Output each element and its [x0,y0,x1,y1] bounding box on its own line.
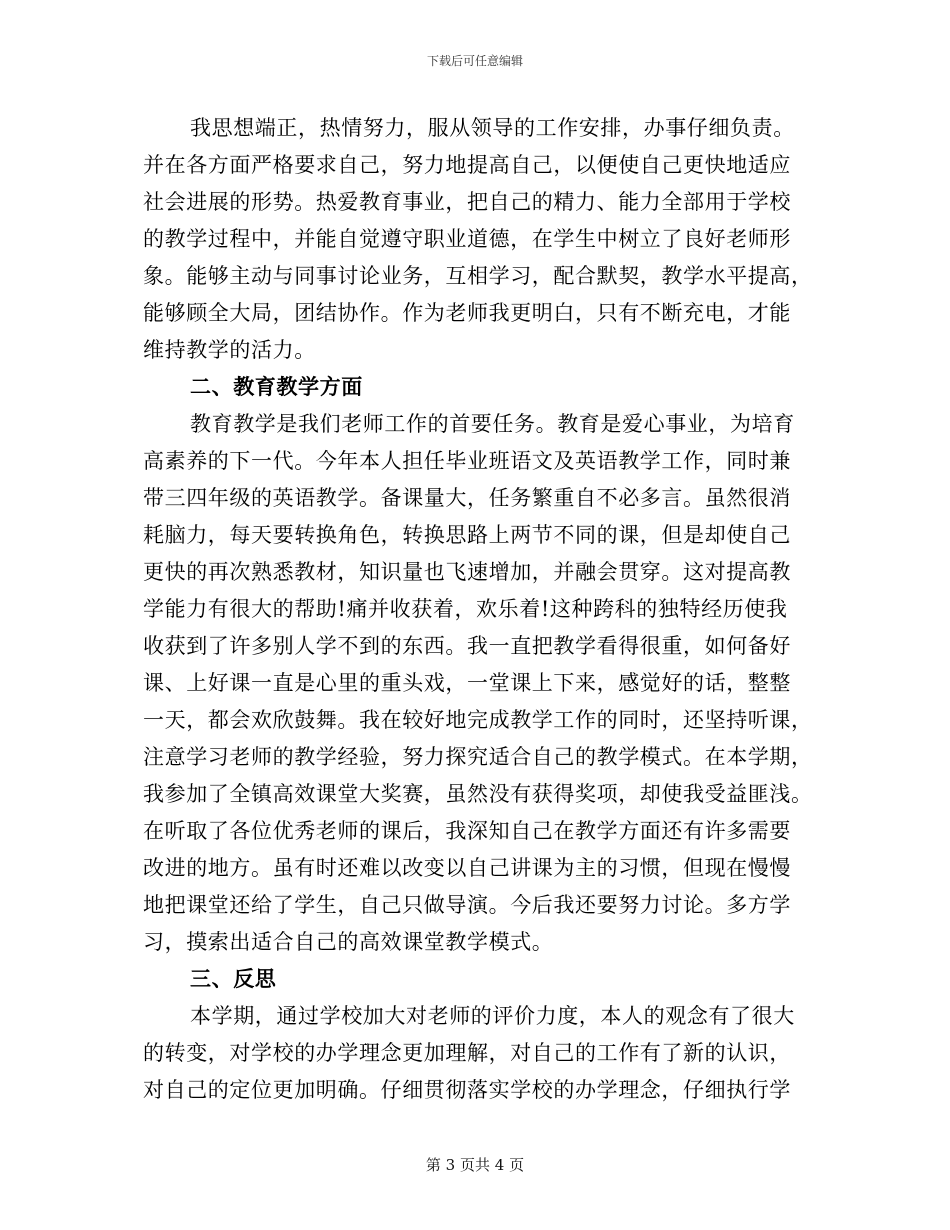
section-heading: 二、教育教学方面 [190,374,363,399]
paragraph-line: 收获到了许多别人学不到的东西。我一直把教学看得很重，如何备好 [143,634,791,658]
section-heading: 三、反思 [190,966,277,991]
paragraph-line: 我参加了全镇高效课堂大奖赛，虽然没有获得奖项，却使我受益匪浅。 [143,782,813,806]
paragraph-line: 象。能够主动与同事讨论业务，互相学习，配合默契，教学水平提高， [143,264,813,288]
paragraph-line: 地把课堂还给了学生，自己只做导演。今后我还要努力讨论。多方学 [143,893,791,917]
paragraph-line: 更快的再次熟悉教材，知识量也飞速增加，并融会贯穿。这对提高教 [143,560,791,584]
page-footer: 第 3 页共 4 页 [425,1156,525,1174]
paragraph-line: 耗脑力，每天要转换角色，转换思路上两节不同的课，但是却使自己 [143,523,791,547]
paragraph-line: 学能力有很大的帮助!痛并收获着，欢乐着!这种跨科的独特经历使我 [143,597,788,621]
paragraph-line: 教育教学是我们老师工作的首要任务。教育是爱心事业，为培育 [190,412,795,436]
page-header: 下载后可任意编辑 [426,54,523,68]
paragraph-line: 的教学过程中，并能自觉遵守职业道德，在学生中树立了良好老师形 [143,227,791,251]
paragraph-line: 课、上好课一直是心里的重头戏，一堂课上下来，感觉好的话，整整 [143,671,791,695]
paragraph-line: 能够顾全大局，团结协作。作为老师我更明白，只有不断充电，才能 [143,301,791,325]
paragraph-line: 维持教学的活力。 [143,338,316,362]
paragraph-line: 社会进展的形势。热爱教育事业，把自己的精力、能力全部用于学校 [143,190,791,214]
paragraph-line: 对自己的定位更加明确。仔细贯彻落实学校的办学理念，仔细执行学 [143,1078,791,1102]
paragraph-line: 的转变，对学校的办学理念更加理解，对自己的工作有了新的认识， [143,1041,791,1065]
paragraph-line: 习，摸索出适合自己的高效课堂教学模式。 [143,930,554,954]
paragraph-line: 改进的地方。虽有时还难以改变以自己讲课为主的习惯，但现在慢慢 [143,856,791,880]
paragraph-line: 注意学习老师的教学经验，努力探究适合自己的教学模式。在本学期， [143,745,813,769]
paragraph-line: 在听取了各位优秀老师的课后，我深知自己在教学方面还有许多需要 [143,819,791,843]
paragraph-line: 一天，都会欢欣鼓舞。我在较好地完成教学工作的同时，还坚持听课， [143,708,813,732]
paragraph-line: 带三四年级的英语教学。备课量大，任务繁重自不必多言。虽然很消 [143,486,791,510]
paragraph-line: 并在各方面严格要求自己，努力地提高自己，以便使自己更快地适应 [143,153,791,177]
paragraph-line: 我思想端正，热情努力，服从领导的工作安排，办事仔细负责。 [190,116,795,140]
paragraph-line: 高素养的下一代。今年本人担任毕业班语文及英语教学工作，同时兼 [143,449,791,473]
paragraph-line: 本学期，通过学校加大对老师的评价力度，本人的观念有了很大 [190,1004,795,1028]
